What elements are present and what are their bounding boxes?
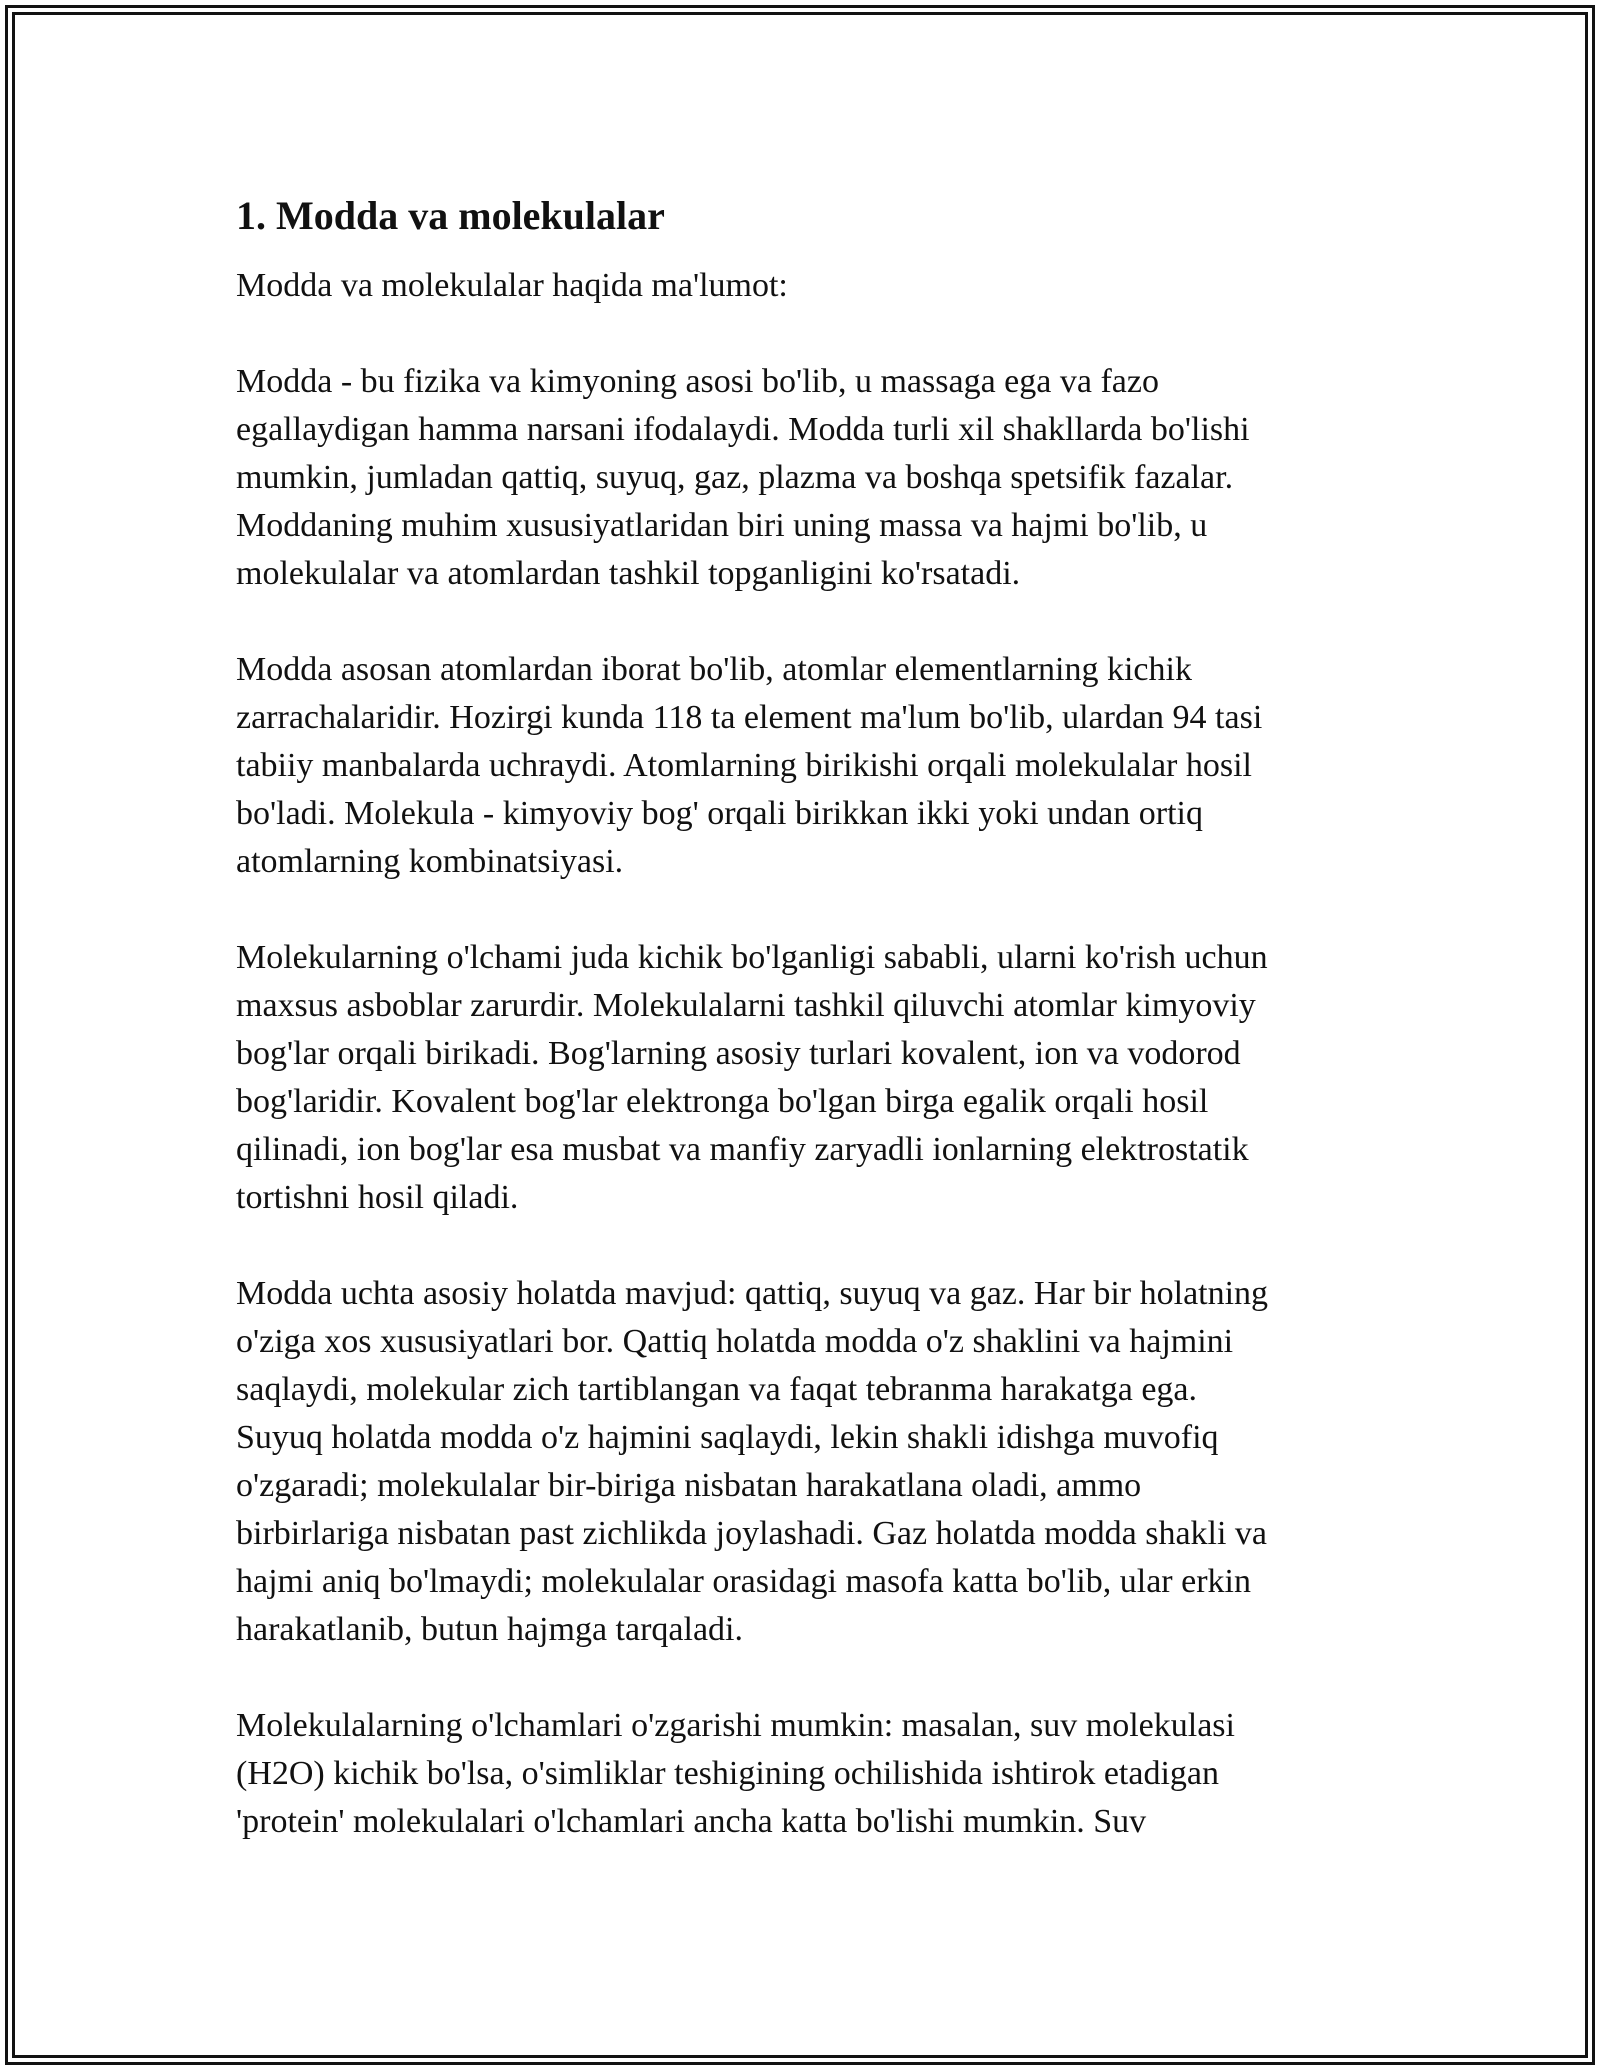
paragraph-line: tabiiy manbalarda uchraydi. Atomlarning birikishi orqali molekulalar hosil	[236, 747, 1252, 784]
paragraph-line: Modda uchta asosiy holatda mavjud: qattiq, suyuq va gaz. Har bir holatning	[236, 1275, 1269, 1312]
section-heading: 1. Modda va molekulalar	[236, 193, 665, 238]
paragraph-5	[236, 1702, 1366, 1846]
paragraph-line: Molekulalarning o'lchamlari o'zgarishi mumkin: masalan, suv molekulasi	[236, 1707, 1235, 1744]
document-body	[236, 180, 1366, 1846]
paragraph-line: bo'ladi. Molekula - kimyoviy bog' orqali birikkan ikki yoki undan ortiq	[236, 795, 1203, 832]
paragraph-line: Molekularning o'lchami juda kichik bo'lganligi sababli, ularni ko'rish uchun	[236, 939, 1268, 976]
paragraph-line: Modda - bu fizika va kimyoning asosi bo'lib, u massaga ega va fazo	[236, 363, 1159, 400]
paragraph-line: bog'laridir. Kovalent bog'lar elektronga bo'lgan birga egalik orqali hosil	[236, 1083, 1209, 1120]
paragraph-line: o'zgaradi; molekulalar bir-biriga nisbatan harakatlana oladi, ammo	[236, 1467, 1142, 1504]
paragraph-line: Suyuq holatda modda o'z hajmini saqlaydi, lekin shakli idishga muvofiq	[236, 1419, 1219, 1456]
paragraph-line: bog'lar orqali birikadi. Bog'larning asosiy turlari kovalent, ion va vodorod	[236, 1035, 1241, 1072]
paragraph-line: Modda asosan atomlardan iborat bo'lib, atomlar elementlarning kichik	[236, 651, 1192, 688]
paragraph-line: zarrachalaridir. Hozirgi kunda 118 ta element ma'lum bo'lib, ulardan 94 tasi	[236, 699, 1263, 736]
paragraph-line: mumkin, jumladan qattiq, suyuq, gaz, plazma va boshqa spetsifik fazalar.	[236, 459, 1234, 496]
paragraph-line: harakatlanib, butun hajmga tarqaladi.	[236, 1611, 743, 1648]
paragraph-line: qilinadi, ion bog'lar esa musbat va manfiy zaryadli ionlarning elektrostatik	[236, 1131, 1249, 1168]
paragraph-line: 'protein' molekulalari o'lchamlari ancha katta bo'lishi mumkin. Suv	[236, 1803, 1147, 1840]
paragraph-line: egallaydigan hamma narsani ifodalaydi. Modda turli xil shakllarda bo'lishi	[236, 411, 1250, 448]
paragraph-line: birbirlariga nisbatan past zichlikda joylashadi. Gaz holatda modda shakli va	[236, 1515, 1268, 1552]
paragraph-line: Moddaning muhim xususiyatlaridan biri uning massa va hajmi bo'lib, u	[236, 507, 1208, 544]
paragraph-line: molekulalar va atomlardan tashkil topganligini ko'rsatadi.	[236, 555, 1021, 592]
paragraph-line: hajmi aniq bo'lmaydi; molekulalar orasidagi masofa katta bo'lib, ular erkin	[236, 1563, 1251, 1600]
paragraph-line: (H2O) kichik bo'lsa, o'simliklar teshigining ochilishida ishtirok etadigan	[236, 1755, 1219, 1792]
paragraph-2	[236, 646, 1366, 886]
paragraph-3	[236, 934, 1366, 1222]
intro-line: Modda va molekulalar haqida ma'lumot:	[236, 267, 788, 304]
paragraph-line: atomlarning kombinatsiyasi.	[236, 843, 624, 880]
paragraph-line: saqlaydi, molekular zich tartiblangan va faqat tebranma harakatga ega.	[236, 1371, 1197, 1408]
paragraph-line: o'ziga xos xususiyatlari bor. Qattiq holatda modda o'z shaklini va hajmini	[236, 1323, 1234, 1360]
paragraph-line: maxsus asboblar zarurdir. Molekulalarni tashkil qiluvchi atomlar kimyoviy	[236, 987, 1256, 1024]
paragraph-1	[236, 358, 1366, 598]
paragraph-line: tortishni hosil qiladi.	[236, 1179, 519, 1216]
paragraph-4	[236, 1270, 1366, 1654]
